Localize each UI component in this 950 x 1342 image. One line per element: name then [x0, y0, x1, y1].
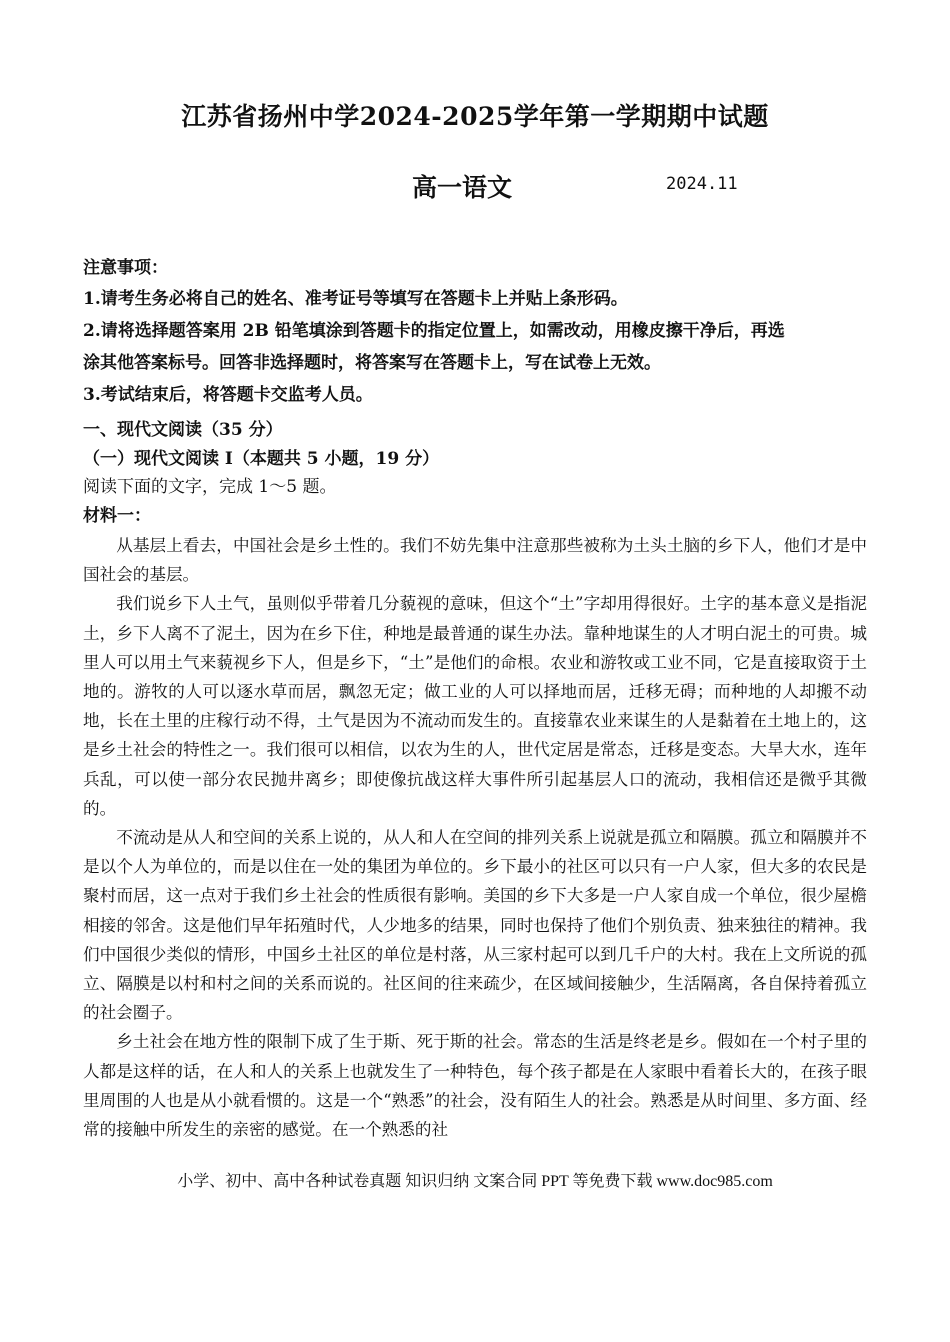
notice-heading: 注意事项：	[83, 258, 168, 278]
material-label: 材料一：	[83, 506, 151, 526]
subsection-heading: （一）现代文阅读 I（本题共 5 小题，19 分）	[83, 449, 440, 469]
notice-item-1: 1.请考生务必将自己的姓名、准考证号等填写在答题卡上并贴上条形码。	[83, 289, 628, 309]
subject-row	[0, 168, 950, 202]
reading-instruction: 阅读下面的文字，完成 1～5 题。	[83, 477, 337, 497]
page-footer: 小学、初中、高中各种试卷真题 知识归纳 文案合同 PPT 等免费下载 www.doc985.com	[177, 1173, 773, 1190]
reading-passage	[83, 531, 867, 1144]
passage-paragraph-1: 从基层上看去，中国社会是乡土性的。我们不妨先集中注意那些被称为土头土脑的乡下人，他们才是中国社会的基层。	[83, 536, 867, 585]
subject-label: 高一语文	[412, 173, 513, 202]
section-heading: 一、现代文阅读（35 分）	[83, 420, 283, 440]
passage-paragraph-4: 乡土社会在地方性的限制下成了生于斯、死于斯的社会。常态的生活是终老是乡。假如在一个村子里的人都是这样的话，在人和人的关系上也就发生了一种特色，每个孩子都是在人家眼中看着长大的，在孩子眼里周围的人也是从小就看惯的。这是一个“熟悉”的社会，没有陌生人的社会。熟悉是从时间里、多方面、经常的接触中所发生的亲密的感觉。在一个熟悉的社	[83, 1032, 867, 1140]
notice-item-2-line-2: 涂其他答案标号。回答非选择题时，将答案写在答题卡上，写在试卷上无效。	[83, 353, 661, 373]
notice-item-2-line-1: 2.请将选择题答案用 2B 铅笔填涂到答题卡的指定位置上，如需改动，用橡皮擦干净后，再选	[83, 321, 785, 341]
passage-paragraph-2: 我们说乡下人土气，虽则似乎带着几分藐视的意味，但这个“土”字却用得很好。土字的基本意义是指泥土，乡下人离不了泥土，因为在乡下住，种地是最普通的谋生办法。靠种地谋生的人才明白泥土的可贵。城里人可以用土气来藐视乡下人，但是乡下，“土”是他们的命根。农业和游牧或工业不同，它是直接取资于土地的。游牧的人可以逐水草而居，飘忽无定；做工业的人可以择地而居，迁移无碍；而种地的人却搬不动地，长在土里的庄稼行动不得，土气是因为不流动而发生的。直接靠农业来谋生的人是黏着在土地上的，这是乡土社会的特性之一。我们很可以相信，以农为生的人，世代定居是常态，迁移是变态。大旱大水，连年兵乱，可以使一部分农民抛井离乡；即使像抗战这样大事件所引起基层人口的流动，我相信还是微乎其微的。	[83, 594, 867, 818]
passage-paragraph-3: 不流动是从人和空间的关系上说的，从人和人在空间的排列关系上说就是孤立和隔膜。孤立和隔膜并不是以个人为单位的，而是以住在一处的集团为单位的。乡下最小的社区可以只有一户人家，但大多的农民是聚村而居，这一点对于我们乡土社会的性质很有影响。美国的乡下大多是一户人家自成一个单位，很少屋檐相接的邻舍。这是他们早年拓殖时代，人少地多的结果，同时也保持了他们个别负责、独来独往的精神。我们中国很少类似的情形，中国乡土社区的单位是村落，从三家村起可以到几千户的大村。我在上文所说的孤立、隔膜是以村和村之间的关系而说的。社区间的往来疏少，在区域间接触少，生活隔离，各自保持着孤立的社会圈子。	[83, 828, 867, 1023]
exam-date: 2024.11	[666, 174, 738, 194]
notice-item-3: 3.考试结束后，将答题卡交监考人员。	[83, 385, 373, 405]
exam-title: 江苏省扬州中学2024-2025学年第一学期期中试题	[181, 102, 769, 131]
